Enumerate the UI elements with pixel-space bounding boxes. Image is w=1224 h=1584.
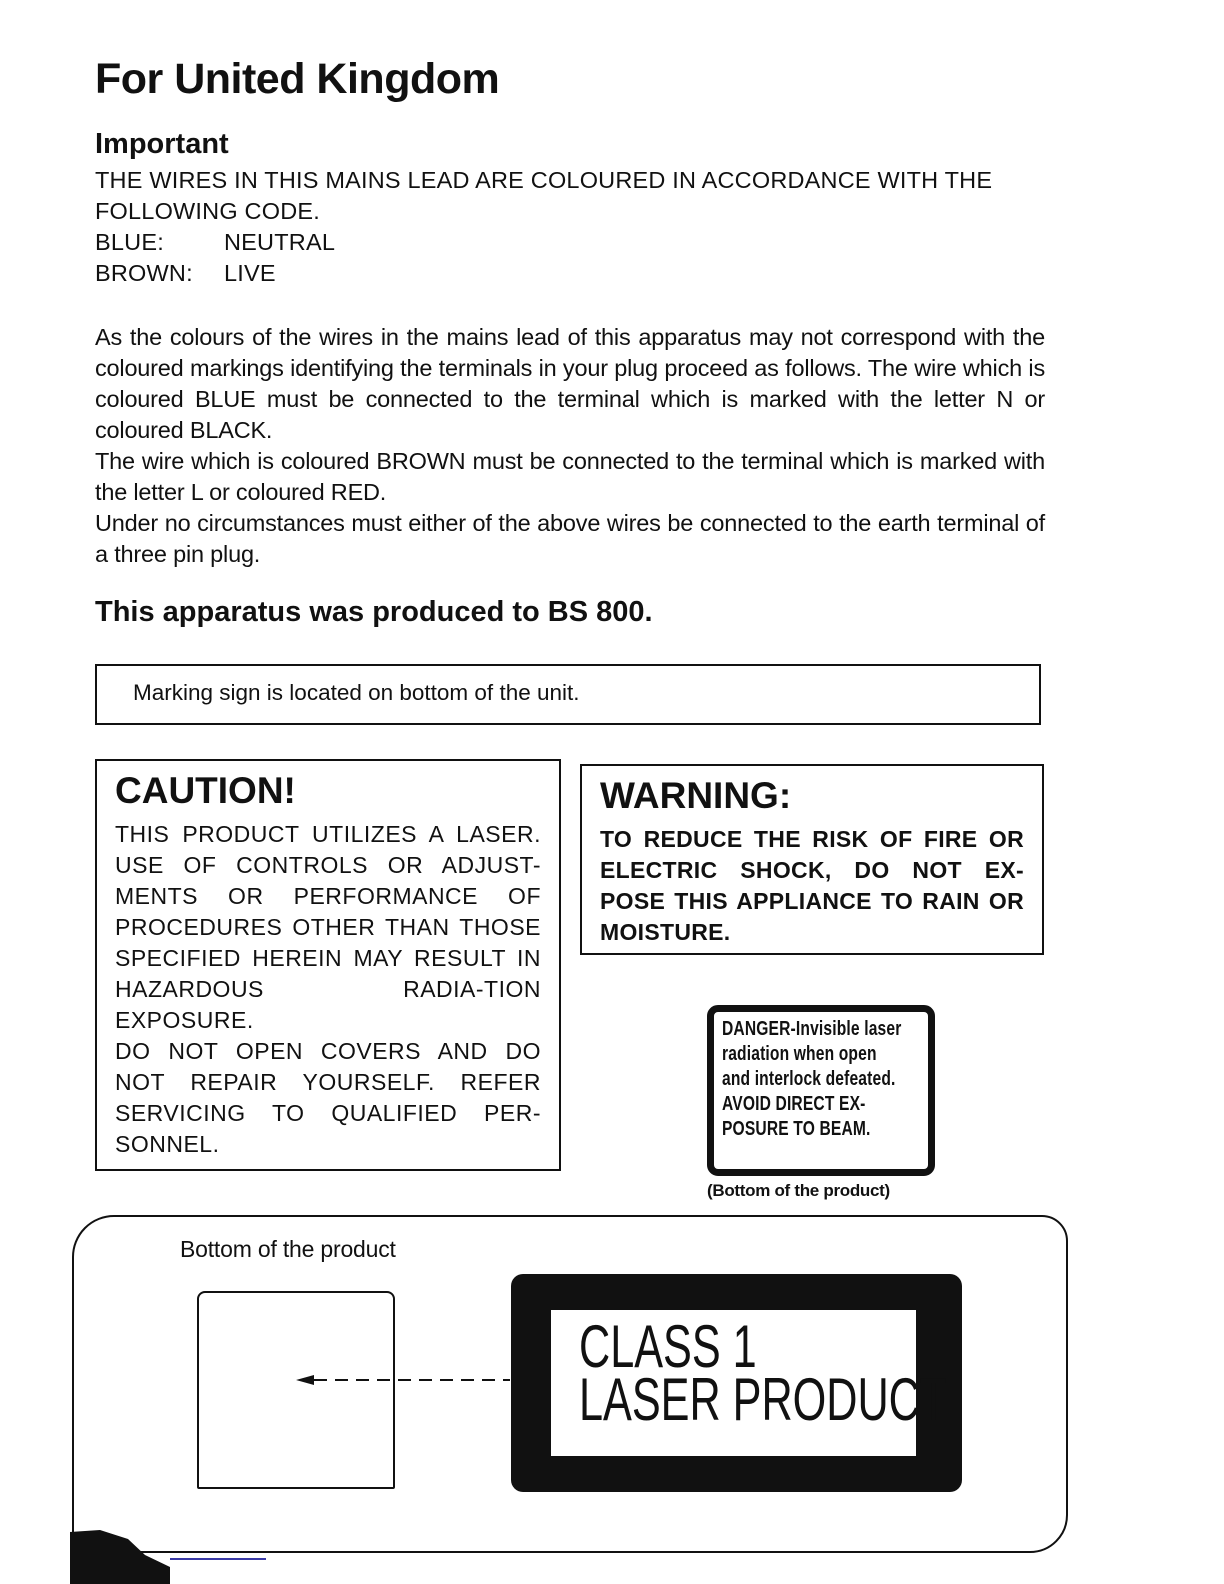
wire-code-key: BLUE: — [95, 229, 164, 255]
wire-code-key: BROWN: — [95, 260, 193, 286]
danger-label-line: and interlock defeated. — [722, 1068, 896, 1090]
warning-heading: WARNING: — [600, 775, 792, 816]
caution-heading: CAUTION! — [115, 770, 296, 811]
danger-label-line: radiation when open — [722, 1043, 877, 1065]
instruction-paragraph: Under no circumstances must either of the above wires be connected to the earth terminal of a three pin plug. — [95, 510, 1045, 567]
standard-statement: This apparatus was produced to BS 800. — [95, 596, 653, 628]
danger-label-line: AVOID DIRECT EX- — [722, 1093, 866, 1115]
caution-box — [95, 759, 561, 1171]
wire-code-row-brown — [95, 258, 1045, 289]
danger-label — [707, 1005, 935, 1176]
bottom-diagram-caption: Bottom of the product — [180, 1236, 396, 1262]
danger-label-line: DANGER-Invisible laser — [722, 1018, 902, 1040]
wire-code-value: LIVE — [224, 260, 276, 286]
caution-text — [115, 819, 541, 1160]
warning-text: TO REDUCE THE RISK OF FIRE OR ELECTRIC SHOCK, DO NOT EX-POSE THIS APPLIANCE TO RAIN OR MOISTURE. — [600, 826, 1024, 945]
warning-box — [580, 764, 1044, 955]
caution-paragraph: THIS PRODUCT UTILIZES A LASER. USE OF CONTROLS OR ADJUST-MENTS OR PERFORMANCE OF PROCEDURES OTHER THAN THOSE SPECIFIED HEREIN MAY RESULT IN HAZARDOUS RADIA-TION EXPOSURE. — [115, 821, 541, 1033]
wire-code-value: NEUTRAL — [224, 229, 336, 255]
important-heading: Important — [95, 128, 229, 160]
marking-note-text: Marking sign is located on bottom of the unit. — [133, 680, 580, 705]
pointer-arrow-icon — [296, 1372, 516, 1388]
page-title: For United Kingdom — [95, 55, 500, 103]
class-label-line: CLASS 1 — [579, 1313, 757, 1380]
caution-paragraph: DO NOT OPEN COVERS AND DO NOT REPAIR YOURSELF. REFER SERVICING TO QUALIFIED PER-SONNEL. — [115, 1038, 541, 1157]
scan-smudge — [70, 1527, 270, 1584]
wire-intro-line: THE WIRES IN THIS MAINS LEAD ARE COLOURED IN ACCORDANCE WITH THE — [95, 167, 993, 193]
instruction-paragraph: The wire which is coloured BROWN must be connected to the terminal which is marked with the letter L or coloured RED. — [95, 448, 1045, 505]
class-label-panel — [551, 1310, 947, 1456]
unit-outline — [197, 1291, 395, 1489]
danger-label-caption: (Bottom of the product) — [707, 1181, 890, 1200]
wire-intro-line: FOLLOWING CODE. — [95, 198, 320, 224]
danger-label-line: POSURE TO BEAM. — [722, 1118, 871, 1140]
wire-code-row-blue — [95, 227, 1045, 258]
marking-note-box — [95, 664, 1041, 725]
wire-code-section — [95, 165, 1045, 289]
class-label-line: LASER PRODUCT — [579, 1366, 947, 1433]
class-1-laser-label — [511, 1274, 962, 1492]
instructions-text — [95, 322, 1045, 570]
instruction-paragraph: As the colours of the wires in the mains lead of this apparatus may not correspond with the coloured markings identifying the terminals in your plug proceed as follows. The wire which is coloured BLUE must be connected to the terminal which is marked with the letter N or coloured BLACK. — [95, 324, 1045, 443]
